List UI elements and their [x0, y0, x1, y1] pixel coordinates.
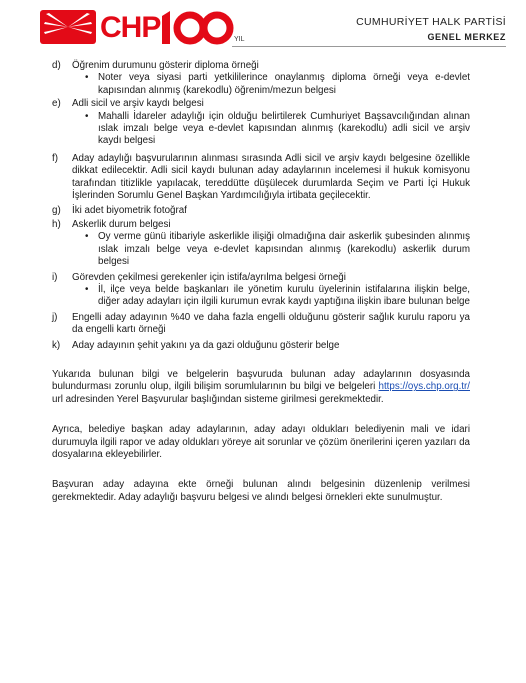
- bullet-icon: •: [85, 283, 89, 295]
- bullet-icon: •: [85, 72, 89, 84]
- item-marker: d): [52, 60, 61, 71]
- document-body: [52, 60, 470, 504]
- sub-item: [72, 72, 470, 97]
- item-text: Adli sicil ve arşiv kaydı belgesi: [72, 98, 204, 110]
- list-item: [52, 340, 470, 352]
- item-marker: h): [52, 218, 61, 230]
- party-unit: GENEL MERKEZ: [427, 32, 506, 42]
- paragraph-text: url adresinden Yerel Başvurular başlığından sisteme girilmesi gerekmektedir.: [52, 393, 384, 405]
- list-item: [52, 205, 470, 217]
- list-item: [52, 312, 470, 337]
- oys-link[interactable]: https://oys.chp.org.tr/: [378, 381, 470, 393]
- bullet-icon: •: [85, 231, 89, 243]
- paragraph-requirements: [52, 369, 470, 406]
- item-text: Engelli aday adayının %40 ve daha fazla engelli olduğunu gösterir sağlık kurulu raporu ya da engelli kartı örneği: [72, 311, 470, 336]
- sub-item-text: İl, ilçe veya belde başkanları ile yönetim kurulu üyelerinin istifalarına ilişkin belge, diğer aday adayları için ilgili kurumun evrak kaydı yaptığına ilişkin ibare bulunan belge: [98, 283, 470, 308]
- logo-100-mark: [160, 8, 234, 52]
- sub-item: [72, 284, 470, 309]
- paragraph-additional: Ayrıca, belediye başkan aday adaylarının, aday adayı oldukları belediyenin mali ve idari durumuyla ilgili rapor ve aday oldukları yöreye ait sorunlar ve çözüm önerilerini içeren yazıları da dosyalarına ekleyebilirler.: [52, 424, 470, 460]
- sub-item-text: Oy verme günü itibariyle askerlikle ilişiği olmadığına dair askerlik şubesinden alınmış ıslak imzalı belge veya e-devlet kapısından alınmış (karekodlu) askerlik durum belgesi: [98, 231, 470, 268]
- list-item: [52, 272, 470, 309]
- item-text: İki adet biyometrik fotoğraf: [72, 205, 187, 217]
- paragraph-receipt: Başvuran aday adayına ekte örneği bulunan alındı belgesinin düzenlenip verilmesi gerekmektedir. Aday adaylığı başvuru belgesi ve alındı belgesi örnekleri ekte sunulmuştur.: [52, 479, 470, 503]
- letterhead: [40, 8, 506, 50]
- logo-wordmark: CHP: [100, 11, 161, 44]
- item-marker: e): [52, 98, 61, 110]
- item-marker: k): [52, 339, 61, 351]
- logo-year-suffix: YIL: [234, 36, 245, 43]
- bullet-icon: •: [85, 110, 89, 122]
- item-text: Görevden çekilmesi gerekenler için istifa/ayrılma belgesi örneği: [72, 271, 346, 283]
- list-item: [52, 153, 470, 203]
- sub-item-text: Noter veya siyasi parti yetkililerince onaylanmış diploma örneği veya e-devlet kapısından alınmış (karekodlu) öğrenim/mezun belgesi: [98, 72, 470, 96]
- chp-100-logo: [40, 8, 250, 48]
- item-marker: f): [52, 152, 58, 164]
- paragraph-text: Yukarıda bulunan bilgi ve belgelerin başvuruda bulunan aday adaylarının dosyasında bulundurması zorunlu olup, ilgili bilişim sorumlularının bu bilgi ve belgeleri: [52, 368, 470, 393]
- item-text: Aday adayının şehit yakını ya da gazi olduğunu gösterir belge: [72, 339, 340, 351]
- item-text: Aday adaylığı başvurularının alınması sırasında Adli sicil ve arşiv kaydı belgesine özellikle dikkat edilecektir. Adli sicil kaydı bulunan aday adaylarının incelemesi il hukuk komisyonu tarafından titizlikle yapılacak, tereddütte düşülecek durumlarda Seçim ve Parti İçi Hukuk İşlerinden Sorumlu Genel Başkan Yardımcılığıyla irtibata geçilecektir.: [72, 152, 470, 202]
- item-text: Askerlik durum belgesi: [72, 218, 171, 230]
- item-marker: g): [52, 205, 61, 217]
- party-name: CUMHURİYET HALK PARTİSİ: [356, 16, 506, 28]
- sub-item: [72, 111, 470, 148]
- sub-item: [72, 231, 470, 268]
- list-item: [52, 60, 470, 97]
- list-item: [52, 219, 470, 269]
- six-arrows-emblem-icon: [40, 10, 96, 44]
- sub-item-text: Mahalli İdareler adaylığı için olduğu belirtilerek Cumhuriyet Başsavcılığından alınan ıslak imzalı belge veya e-devlet kapısından alınmış (karekodlu) adli sicil ve arşiv kaydı belgesi: [98, 110, 470, 147]
- item-text: Öğrenim durumunu gösterir diploma örneği: [72, 60, 259, 71]
- header-divider: [232, 46, 506, 47]
- list-item: [52, 98, 470, 148]
- item-marker: i): [52, 271, 58, 283]
- item-marker: j): [52, 311, 58, 323]
